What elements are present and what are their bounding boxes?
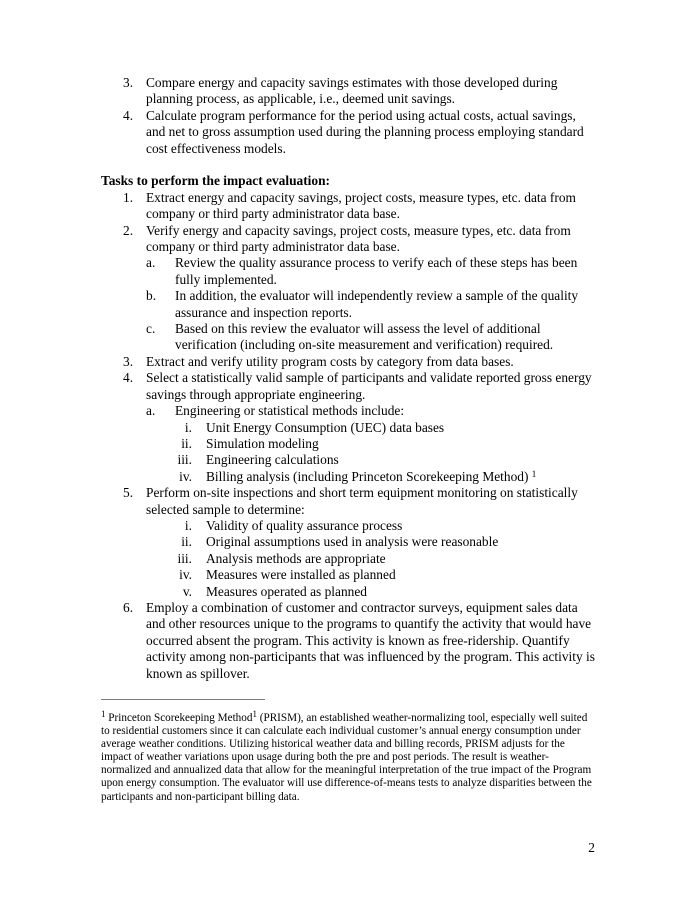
list-marker: i. [184,517,192,533]
list-text: Perform on-site inspections and short term equipment monitoring on statistically selected sample to determine: [146,485,578,517]
list-item [101,567,595,583]
list-marker: 2. [123,222,134,238]
footnote-number: 1 [101,709,106,719]
list-item [101,288,595,321]
list-item [101,321,595,354]
list-item [101,584,595,600]
list-item [101,551,595,567]
list-text: Unit Energy Consumption (UEC) data bases [206,419,445,435]
list-item [101,255,595,288]
list-text: Calculate program performance for the period using actual costs, actual savings, and net to gross assumption used during the planning process employing standard cost effectiveness models. [146,107,584,156]
list-text: Validity of quality assurance process [206,517,403,533]
list-marker: 3. [123,75,134,90]
list-marker: 3. [123,353,134,369]
list-marker: iv. [179,567,192,583]
footnote-separator [101,699,265,700]
list-text: Review the quality assurance process to verify each of these steps has been fully implemented. [175,255,578,287]
list-marker: iv. [179,468,192,484]
section-heading: Tasks to perform the impact evaluation: [101,173,330,189]
list-marker: c. [146,321,156,337]
list-text: Engineering or statistical methods include: [175,403,405,419]
list-marker: a. [146,255,156,271]
list-marker: 1. [123,189,134,205]
list-item [101,190,595,223]
list-text: Based on this review the evaluator will assess the level of additional verification (including on-site measurement and verification) required. [175,321,554,353]
list-marker: 4. [123,107,134,123]
footnote-reference: 1 [531,468,537,479]
list-item [101,518,595,534]
list-text: In addition, the evaluator will independently review a sample of the quality assurance and inspection reports. [175,288,579,320]
list-item [101,469,595,485]
list-text: Extract and verify utility program costs by category from data bases. [146,353,514,369]
footnote [101,709,598,804]
list-item [101,108,595,157]
list-text: Select a statistically valid sample of participants and validate reported gross energy savings through appropriate engineering. [146,370,592,402]
list-item [101,75,595,108]
list-marker: a. [146,403,156,419]
list-marker: 4. [123,370,134,386]
footnote-text: Princeton Scorekeeping Method [105,712,253,724]
list-marker: b. [146,288,157,304]
list-marker: v. [182,583,192,599]
list-text: Billing analysis (including Princeton Scorekeeping Method) $^1$ [206,468,537,484]
list-text: Original assumptions used in analysis were reasonable [206,534,499,550]
list-item [101,436,595,452]
list-text: Verify energy and capacity savings, project costs, measure types, etc. data from company or third party administrator data base. [146,222,571,255]
list-text: Analysis methods are appropriate [206,550,386,566]
list-text: Extract energy and capacity savings, project costs, measure types, etc. data from company or third party administrator data base. [146,189,576,222]
list-text: Employ a combination of customer and contractor surveys, equipment sales data and other resources unique to the programs to quantify the activity that would have occurred absent the program. This activity is known as free-ridership. Quantify activity among non-participants that was influenced by the program. This activity is known as spillover. [146,599,595,681]
list-marker: ii. [181,435,192,451]
list-marker: iii. [177,550,192,566]
list-text: Measures operated as planned [206,583,367,599]
list-marker: 5. [123,485,134,501]
list-item [101,223,595,256]
list-marker: ii. [181,534,192,550]
list-item [101,600,595,682]
list-item [101,370,595,403]
list-item [101,403,595,419]
page-number: 2 [588,840,595,855]
page-body [101,75,595,682]
list-marker: i. [184,419,192,435]
list-item [101,354,595,370]
list-item [101,534,595,550]
list-item [101,420,595,436]
list-marker: iii. [177,452,192,468]
list-text: Measures were installed as planned [206,567,396,583]
list-item [101,485,595,518]
list-text: Compare energy and capacity savings estimates with those developed during planning process, as applicable, i.e., deemed unit savings. [146,75,558,107]
footnote-inner-reference: 1 [252,709,257,719]
list-marker: 6. [123,599,134,615]
footnote-text: (PRISM), an established weather-normalizing tool, especially well suited to residential customers since it can calculate each individual customer’s annual energy consumption under average weather conditions. Utilizing historical weather data and billing records, PRISM adjusts for the impact of weather variations upon usage during both the pre and post periods. The result is weather-normalized and annualized data that allow for the meaningful interpretation of the true impact of the Program upon energy consumption. The evaluator will use difference-of-means tests to analyze disparities between the participants and non-participant billing data. [101,712,592,803]
list-text: Simulation modeling [206,435,319,451]
list-item [101,452,595,468]
list-text: Engineering calculations [206,452,339,468]
